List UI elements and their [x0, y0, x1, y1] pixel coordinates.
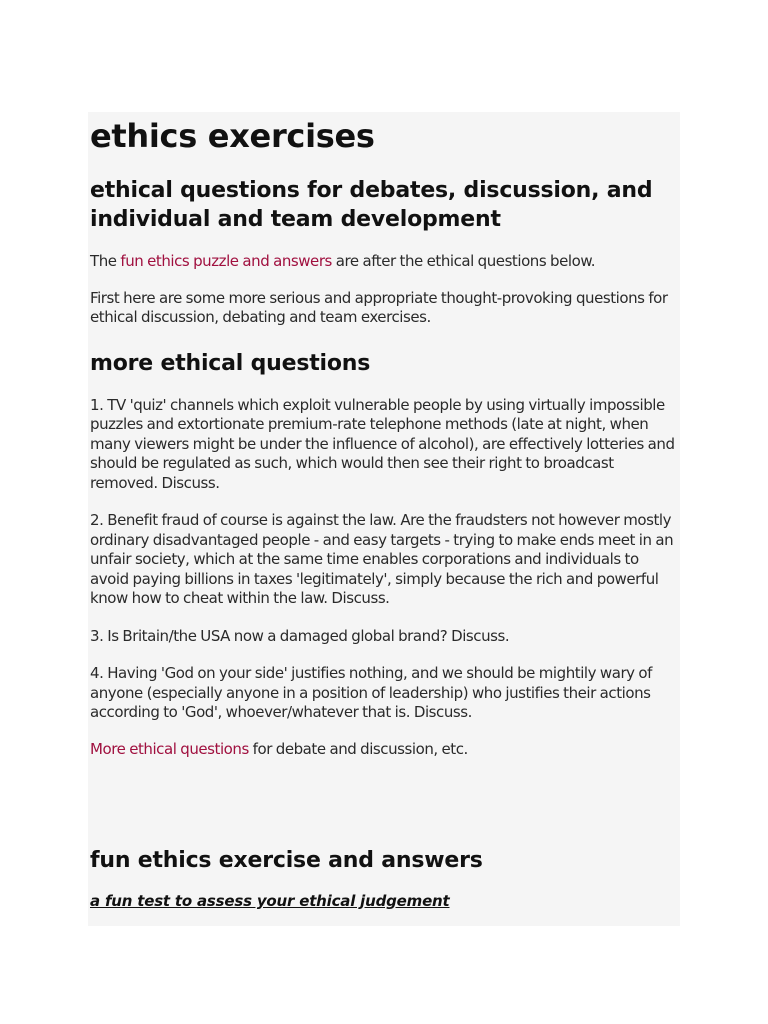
- more-ethical-questions-link[interactable]: More ethical questions: [90, 739, 249, 758]
- article-content: [90, 112, 676, 911]
- more-questions-paragraph: [90, 740, 676, 760]
- fun-ethics-puzzle-link[interactable]: fun ethics puzzle and answers: [120, 252, 332, 270]
- intro-text-before: The: [90, 252, 121, 270]
- section-heading-fun-ethics: fun ethics exercise and answers: [90, 848, 483, 873]
- question-4: 4. Having 'God on your side' justifies nothing, and we should be mightily wary of anyone (especially anyone in a position of leadership) who justifies their actions according to 'God', whoever/whatever that is. Discuss.: [90, 664, 652, 721]
- section-heading-more-ethical-questions: more ethical questions: [90, 350, 371, 376]
- question-1: 1. TV 'quiz' channels which exploit vulnerable people by using virtually impossible puzzles and extortionate premium-rate telephone methods (late at night, when many viewers might be under the influence of alcohol), are effectively lotteries and should be regulated as such, which would then see their right to broadcast removed. Discuss.: [90, 395, 675, 492]
- intro-paragraph: [90, 252, 676, 272]
- intro-text-after: are after the ethical questions below.: [331, 252, 596, 270]
- question-3: 3. Is Britain/the USA now a damaged global brand? Discuss.: [90, 626, 510, 645]
- page-subtitle: ethical questions for debates, discussion, and individual and team development: [90, 178, 653, 232]
- fun-test-subheading: a fun test to assess your ethical judgement: [90, 892, 450, 910]
- page-title: ethics exercises: [90, 117, 375, 155]
- first-paragraph: First here are some more serious and appropriate thought-provoking questions for ethical discussion, debating and team exercises.: [90, 288, 668, 326]
- more-questions-text-after: for debate and discussion, etc.: [248, 739, 468, 758]
- question-2: 2. Benefit fraud of course is against the law. Are the fraudsters not however mostly ordinary disadvantaged people - and easy targets - trying to make ends meet in an unfair society, which at the same time enables corporations and individuals to avoid paying billions in taxes 'legitimately', simply because the rich and powerful know how to cheat within the law. Discuss.: [90, 511, 674, 607]
